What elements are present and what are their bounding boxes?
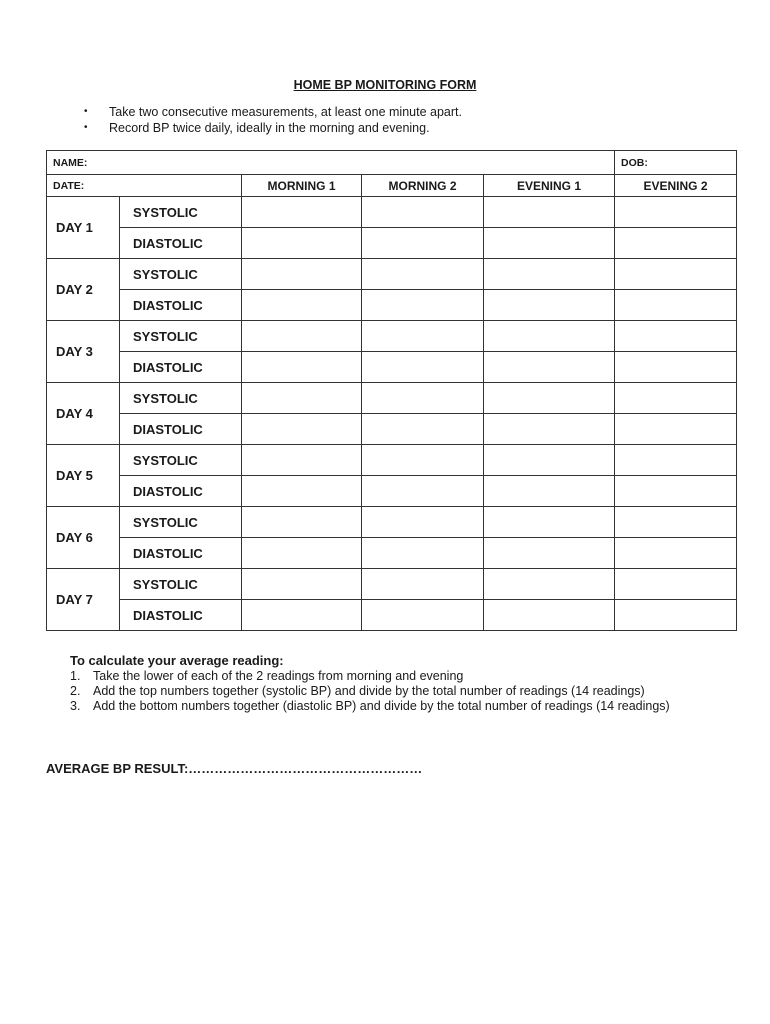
diastolic-label: DIASTOLIC: [120, 600, 242, 631]
reading-cell-morning-1[interactable]: [242, 290, 362, 321]
step-number: 3.: [70, 699, 81, 713]
systolic-label: SYSTOLIC: [120, 259, 242, 290]
name-label: NAME:: [53, 156, 88, 169]
reading-cell-evening-2[interactable]: [615, 414, 737, 445]
day-label: DAY 3: [47, 321, 120, 383]
column-header-morning-2: MORNING 2: [362, 175, 484, 197]
reading-cell-morning-1[interactable]: [242, 352, 362, 383]
reading-cell-morning-1[interactable]: [242, 383, 362, 414]
date-field[interactable]: [47, 175, 242, 197]
diastolic-row: [47, 538, 737, 569]
reading-cell-evening-1[interactable]: [484, 321, 615, 352]
reading-cell-morning-2[interactable]: [362, 600, 484, 631]
bullet-item: [84, 120, 462, 136]
reading-cell-morning-2[interactable]: [362, 290, 484, 321]
reading-cell-morning-1[interactable]: [242, 228, 362, 259]
instruction-bullets: [84, 104, 462, 136]
diastolic-row: [47, 352, 737, 383]
reading-cell-evening-2[interactable]: [615, 383, 737, 414]
reading-cell-evening-1[interactable]: [484, 445, 615, 476]
reading-cell-morning-2[interactable]: [362, 414, 484, 445]
diastolic-row: [47, 414, 737, 445]
reading-cell-evening-1[interactable]: [484, 414, 615, 445]
systolic-row: [47, 507, 737, 538]
systolic-row: [47, 197, 737, 228]
reading-cell-evening-1[interactable]: [484, 600, 615, 631]
column-header-morning-1: MORNING 1: [242, 175, 362, 197]
reading-cell-evening-2[interactable]: [615, 445, 737, 476]
bullet-icon: •: [84, 106, 88, 117]
reading-cell-evening-1[interactable]: [484, 507, 615, 538]
reading-cell-morning-1[interactable]: [242, 445, 362, 476]
systolic-label: SYSTOLIC: [120, 569, 242, 600]
reading-cell-morning-2[interactable]: [362, 228, 484, 259]
bp-log-table: [46, 150, 737, 631]
average-bp-result: AVERAGE BP RESULT:………………………………………………: [46, 761, 423, 776]
instruction-step: [70, 669, 723, 684]
diastolic-label: DIASTOLIC: [120, 538, 242, 569]
diastolic-label: DIASTOLIC: [120, 228, 242, 259]
systolic-row: [47, 569, 737, 600]
bullet-item: [84, 104, 462, 120]
reading-cell-morning-2[interactable]: [362, 445, 484, 476]
systolic-label: SYSTOLIC: [120, 321, 242, 352]
reading-cell-morning-2[interactable]: [362, 507, 484, 538]
date-label: DATE:: [53, 179, 85, 192]
diastolic-label: DIASTOLIC: [120, 352, 242, 383]
systolic-row: [47, 445, 737, 476]
reading-cell-evening-2[interactable]: [615, 352, 737, 383]
reading-cell-morning-1[interactable]: [242, 569, 362, 600]
reading-cell-evening-1[interactable]: [484, 538, 615, 569]
reading-cell-evening-2[interactable]: [615, 259, 737, 290]
reading-cell-morning-2[interactable]: [362, 259, 484, 290]
systolic-label: SYSTOLIC: [120, 383, 242, 414]
reading-cell-evening-2[interactable]: [615, 228, 737, 259]
reading-cell-evening-1[interactable]: [484, 259, 615, 290]
average-instructions: [70, 653, 723, 714]
day-label: DAY 2: [47, 259, 120, 321]
reading-cell-morning-1[interactable]: [242, 321, 362, 352]
column-header-evening-2: EVENING 2: [615, 175, 737, 197]
reading-cell-morning-2[interactable]: [362, 383, 484, 414]
instruction-step: [70, 684, 723, 699]
reading-cell-evening-1[interactable]: [484, 383, 615, 414]
instruction-step: [70, 699, 723, 714]
systolic-label: SYSTOLIC: [120, 507, 242, 538]
reading-cell-evening-1[interactable]: [484, 476, 615, 507]
diastolic-row: [47, 476, 737, 507]
name-field[interactable]: [47, 151, 615, 175]
reading-cell-evening-2[interactable]: [615, 569, 737, 600]
step-number: 2.: [70, 684, 81, 698]
reading-cell-morning-1[interactable]: [242, 259, 362, 290]
bullet-text: Record BP twice daily, ideally in the morning and evening.: [109, 121, 430, 135]
step-text: Add the top numbers together (systolic BP) and divide by the total number of readings (14 readings): [93, 684, 645, 698]
reading-cell-evening-1[interactable]: [484, 197, 615, 228]
day-label: DAY 1: [47, 197, 120, 259]
reading-cell-morning-2[interactable]: [362, 352, 484, 383]
reading-cell-evening-1[interactable]: [484, 290, 615, 321]
dob-field[interactable]: [615, 151, 737, 175]
day-label: DAY 4: [47, 383, 120, 445]
reading-cell-morning-1[interactable]: [242, 507, 362, 538]
reading-cell-evening-2[interactable]: [615, 600, 737, 631]
step-number: 1.: [70, 669, 81, 683]
diastolic-row: [47, 228, 737, 259]
reading-cell-evening-2[interactable]: [615, 321, 737, 352]
diastolic-row: [47, 290, 737, 321]
column-header-evening-1: EVENING 1: [484, 175, 615, 197]
bullet-icon: •: [84, 122, 88, 133]
bullet-text: Take two consecutive measurements, at least one minute apart.: [109, 105, 462, 119]
systolic-row: [47, 321, 737, 352]
reading-cell-morning-2[interactable]: [362, 569, 484, 600]
reading-cell-evening-1[interactable]: [484, 228, 615, 259]
reading-cell-morning-2[interactable]: [362, 321, 484, 352]
reading-cell-morning-1[interactable]: [242, 476, 362, 507]
diastolic-label: DIASTOLIC: [120, 290, 242, 321]
reading-cell-evening-2[interactable]: [615, 538, 737, 569]
reading-cell-morning-2[interactable]: [362, 476, 484, 507]
step-text: Add the bottom numbers together (diastolic BP) and divide by the total number of readings (14 readings): [93, 699, 670, 713]
reading-cell-morning-2[interactable]: [362, 197, 484, 228]
reading-cell-evening-2[interactable]: [615, 197, 737, 228]
reading-cell-evening-1[interactable]: [484, 352, 615, 383]
reading-cell-morning-1[interactable]: [242, 197, 362, 228]
diastolic-label: DIASTOLIC: [120, 476, 242, 507]
systolic-row: [47, 383, 737, 414]
day-label: DAY 6: [47, 507, 120, 569]
diastolic-label: DIASTOLIC: [120, 414, 242, 445]
step-text: Take the lower of each of the 2 readings from morning and evening: [93, 669, 464, 683]
diastolic-row: [47, 600, 737, 631]
systolic-label: SYSTOLIC: [120, 197, 242, 228]
reading-cell-evening-2[interactable]: [615, 476, 737, 507]
instructions-steps: [70, 669, 723, 714]
reading-cell-morning-2[interactable]: [362, 538, 484, 569]
day-label: DAY 7: [47, 569, 120, 631]
systolic-label: SYSTOLIC: [120, 445, 242, 476]
day-label: DAY 5: [47, 445, 120, 507]
reading-cell-evening-2[interactable]: [615, 290, 737, 321]
reading-cell-morning-1[interactable]: [242, 538, 362, 569]
form-title: HOME BP MONITORING FORM: [293, 78, 477, 92]
reading-cell-evening-1[interactable]: [484, 569, 615, 600]
systolic-row: [47, 259, 737, 290]
reading-cell-morning-1[interactable]: [242, 600, 362, 631]
reading-cell-morning-1[interactable]: [242, 414, 362, 445]
dob-label: DOB:: [621, 156, 648, 169]
instructions-heading: To calculate your average reading:: [70, 653, 284, 668]
reading-cell-evening-2[interactable]: [615, 507, 737, 538]
